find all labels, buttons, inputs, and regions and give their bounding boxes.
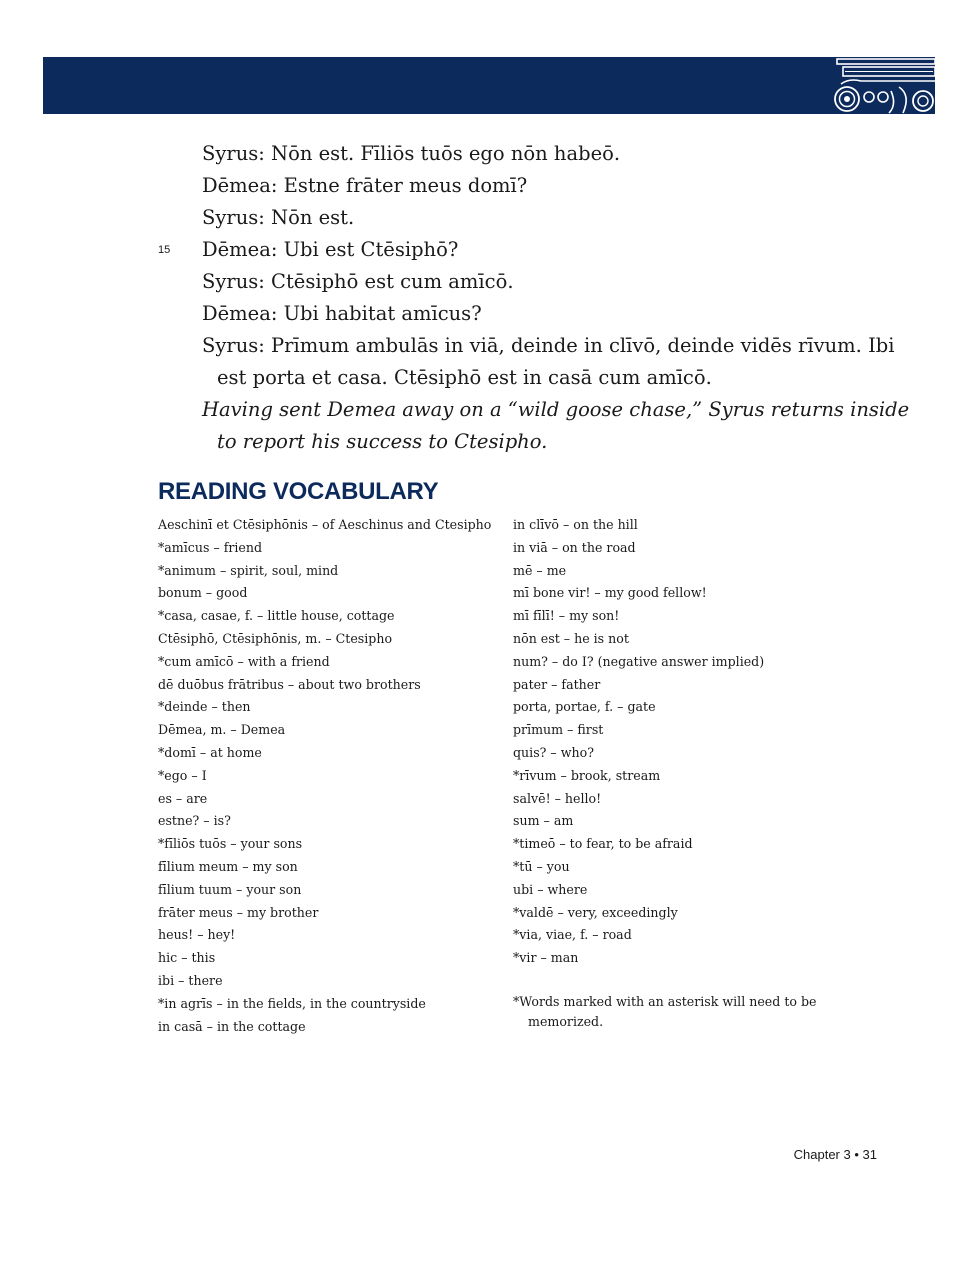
vocab-item: *valdē – very, exceedingly [513, 904, 678, 920]
dialogue-line: Syrus: Nōn est. Fīliōs tuōs ego nōn habeō. [202, 142, 621, 165]
vocab-item: mī fīlī! – my son! [513, 608, 620, 624]
vocab-item: porta, portae, f. – gate [513, 699, 656, 715]
vocab-item: pater – father [513, 676, 601, 692]
vocab-item: *animum – spirit, soul, mind [158, 562, 339, 578]
vocab-item: *in agrīs – in the fields, in the countryside [158, 995, 426, 1011]
stage-direction: to report his success to Ctesipho. [217, 430, 548, 453]
vocab-item: nōn est – he is not [513, 630, 629, 646]
vocab-item: estne? – is? [158, 813, 231, 829]
vocab-item: Aeschinī et Ctēsiphōnis – of Aeschinus and Ctesipho [158, 517, 492, 532]
vocab-item: prīmum – first [513, 722, 604, 738]
vocab-item: *deinde – then [158, 699, 251, 715]
dialogue-line: Syrus: Prīmum ambulās in viā, deinde in clīvō, deinde vidēs rīvum. Ibi [202, 334, 895, 357]
vocab-item: in casā – in the cottage [158, 1018, 306, 1034]
header-banner [43, 57, 935, 114]
dialogue-line: Syrus: Ctēsiphō est cum amīcō. [202, 270, 514, 293]
dialogue-line: Syrus: Nōn est. [202, 206, 355, 229]
vocab-item: salvē! – hello! [513, 790, 602, 806]
dialogue-text [158, 138, 910, 458]
vocab-item: ubi – where [513, 881, 588, 897]
chapter-label: Chapter 3 [793, 1147, 851, 1162]
vocab-item: in viā – on the road [513, 539, 636, 555]
vocab-list-right [513, 514, 843, 970]
vocab-item: bonum – good [158, 585, 248, 601]
memorization-note: *Words marked with an asterisk will need to be memorized. [513, 994, 817, 1029]
vocab-item: sum – am [513, 813, 574, 829]
vocab-item: quis? – who? [513, 744, 594, 760]
vocab-item: in clīvō – on the hill [513, 517, 638, 532]
vocab-item: *fīliōs tuōs – your sons [158, 836, 303, 852]
vocab-item: *rīvum – brook, stream [513, 767, 661, 783]
vocab-item: *via, viae, f. – road [513, 927, 632, 943]
footer-separator: • [854, 1147, 859, 1162]
page-number: 31 [862, 1147, 877, 1162]
vocab-item: heus! – hey! [158, 927, 236, 943]
vocab-item: *cum amīcō – with a friend [158, 653, 330, 669]
vocab-list-left [158, 514, 498, 1038]
vocab-item: *ego – I [158, 767, 207, 783]
vocab-item: es – are [158, 790, 208, 806]
dialogue-line: Dēmea: Estne frāter meus domī? [202, 174, 528, 197]
ionic-capital-icon [831, 57, 935, 114]
vocab-item: hic – this [158, 950, 216, 966]
vocab-item: *domī – at home [158, 744, 262, 760]
vocab-item: *vir – man [513, 950, 579, 966]
vocab-item: mī bone vir! – my good fellow! [513, 585, 707, 601]
dialogue-line: Dēmea: Ubi habitat amīcus? [202, 302, 482, 325]
vocab-item: dē duōbus frātribus – about two brothers [158, 676, 421, 692]
vocab-item: frāter meus – my brother [158, 904, 319, 920]
vocab-item: *casa, casae, f. – little house, cottage [158, 608, 395, 624]
vocab-item: fīlium tuum – your son [158, 881, 302, 897]
section-heading: READING VOCABULARY [158, 478, 439, 505]
vocab-item: *amīcus – friend [158, 539, 263, 555]
vocab-item: Dēmea, m. – Demea [158, 722, 286, 738]
vocab-item: mē – me [513, 562, 567, 578]
page-footer [794, 1147, 877, 1162]
vocab-item: *tū – you [513, 858, 570, 874]
vocab-item: Ctēsiphō, Ctēsiphōnis, m. – Ctesipho [158, 630, 393, 646]
line-number: 15 [158, 244, 171, 256]
vocab-item: num? – do I? (negative answer implied) [513, 653, 765, 669]
vocab-item: fīlium meum – my son [158, 858, 298, 874]
dialogue-line: 15 Dēmea: Ubi est Ctēsiphō? [158, 234, 858, 266]
stage-direction: Having sent Demea away on a “wild goose chase,” Syrus returns inside [202, 398, 910, 421]
vocab-item: *timeō – to fear, to be afraid [513, 836, 693, 852]
dialogue-line: est porta et casa. Ctēsiphō est in casā cum amīcō. [217, 366, 712, 389]
vocab-item: ibi – there [158, 972, 223, 988]
